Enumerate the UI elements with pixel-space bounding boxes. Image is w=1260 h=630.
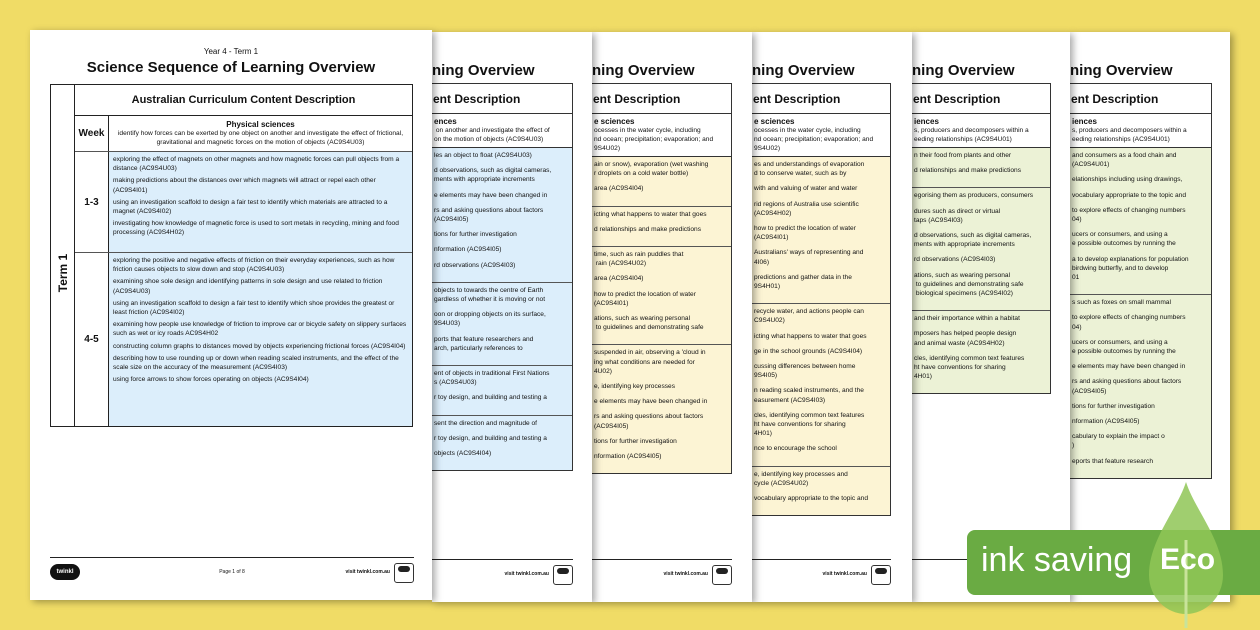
term-column [51, 85, 75, 426]
outcome-item: how to predict the location of water (AC9S4I01) [754, 225, 856, 242]
page-subtitle: Year 4 - Term 1 [203, 47, 259, 56]
outcome-item: rd observations (AC9S4I03) [914, 256, 996, 264]
outcome-item: to explore effects of changing numbers 04) [1072, 206, 1186, 224]
page-title: ning Overview [752, 62, 855, 79]
front-page [30, 30, 432, 600]
outcome-item: exploring the positive and negative effects of friction on their everyday experiences, such as how friction causes objects to slow down and stop (AC9S4U03) [113, 257, 395, 274]
outcome-item: objects (AC9S4I04) [434, 450, 492, 458]
outcome-item: ucers or consumers, and using a e possible outcomes by running the [1072, 231, 1176, 248]
subject-line: 9S4U02) [754, 145, 781, 152]
curriculum-table [752, 83, 891, 516]
table-row [752, 304, 890, 466]
outcome-item: describing how to use rounding up or down when reading scaled instruments, and the effect of the scale size on the accuracy of the measurement (AC9S4I03) [113, 354, 399, 372]
outcome-item: vocabulary appropriate to the topic and [754, 495, 868, 503]
outcome-item: and their importance within a habitat [914, 315, 1020, 323]
outcome-item: ucers or consumers, and using a e possible outcomes by running the [1072, 338, 1176, 356]
page-title: ning Overview [912, 62, 1015, 79]
ink-saving-label: ink saving [981, 541, 1133, 579]
subject-row [912, 114, 1050, 148]
term-label: Term 1 [55, 253, 70, 292]
outcome-item: tions for further investigation [1072, 402, 1155, 410]
outcome-item: oon or dropping objects on its surface, 9S4U03) [434, 311, 546, 328]
outcome-item: nformation (AC9S4I05) [594, 453, 662, 461]
outcome-item: les an object to float (AC9S4U03) [434, 152, 532, 159]
page-title: Science Sequence of Learning Overview [86, 59, 376, 76]
outcome-item: nformation (AC9S4I05) [1072, 418, 1140, 426]
outcome-item: cussing differences between home 9S4I05) [754, 363, 856, 380]
outcome-item: rd observations (AC9S4I03) [434, 261, 516, 269]
outcome-item: ations, such as wearing personal to guidelines and demonstrating safe [594, 315, 704, 332]
outcome-item: e elements may have been changed in [594, 398, 708, 406]
page-footer [592, 559, 732, 589]
table-row [1070, 295, 1211, 478]
outcome-item: mposers has helped people design and animal waste (AC9S4H02) [914, 330, 1017, 347]
subject-line: ocesses in the water cycle, including [594, 127, 701, 134]
outcome-item: eports that feature research [1072, 457, 1154, 465]
outcome-item: ations, such as wearing personal to guidelines and demonstrating safe biological specimens (AC9S4I02) [914, 271, 1024, 298]
page-footer [50, 557, 414, 587]
outcome-item: examining shoe sole design and identifying patterns in sole design and use related to friction (AC9S4U03) [113, 278, 383, 295]
outcome-item: time, such as rain puddles that rain (AC9S4U02) [594, 251, 684, 268]
table-row [432, 366, 572, 416]
outcome-item: area (AC9S4I04) [594, 275, 644, 283]
outcome-item: using an investigation scaffold to design a fair test to identify which shoe provides the greatest or least friction (AC9S4I02) [113, 299, 395, 317]
week-header: Week [75, 116, 109, 151]
subject-title: iences [914, 117, 939, 126]
table-row [592, 157, 731, 207]
outcome-item: n their food from plants and other [914, 152, 1012, 159]
table-header: ent Description [912, 84, 1050, 114]
outcome-item: elationships including using drawings, [1072, 176, 1183, 184]
subject-line: 9S4U02) [594, 145, 621, 152]
outcome-item: icting what happens to water that goes [754, 332, 867, 340]
page-footer [752, 559, 891, 589]
outcome-item: rs and asking questions about factors (AC9S4I05) [434, 206, 544, 224]
week-label: 4-5 [75, 253, 109, 426]
subject-title: iences [1072, 117, 1097, 126]
outcome-item: r toy design, and building and testing a [434, 394, 547, 402]
table-row [912, 311, 1050, 393]
subject-line: nd ocean; precipitation; evaporation; and [754, 136, 874, 143]
subject-line: nd ocean; precipitation; evaporation; and [594, 136, 714, 143]
outcome-item: ports that feature researchers and arch, particularly references to [434, 335, 534, 352]
quality-badge-icon [871, 565, 891, 585]
subject-title: Physical sciences [226, 120, 295, 129]
table-row [752, 467, 890, 516]
curriculum-table [912, 83, 1051, 394]
outcome-item: es and understandings of evaporation d to conserve water, such as by [754, 161, 865, 178]
outcome-item: recycle water, and actions people can C9S4U02) [754, 308, 864, 325]
table-header: ent Description [1070, 84, 1211, 114]
table-row [432, 148, 572, 283]
outcome-item: cles, identifying common text features ht have conventions for sharing 4H01) [914, 354, 1025, 381]
visit-link: visit twinkl.com.au [663, 571, 708, 577]
outcome-item: suspended in air, observing a 'cloud in ing what conditions are needed for 4U02) [594, 349, 706, 375]
outcome-item: ent of objects in traditional First Nations s (AC9S4U03) [434, 370, 550, 387]
page-title: ning Overview [432, 62, 535, 79]
outcome-item: nformation (AC9S4I05) [434, 246, 502, 254]
visit-link: visit twinkl.com.au [345, 569, 390, 575]
outcome-item: tions for further investigation [594, 437, 677, 445]
outcome-item: and consumers as a food chain and (AC9S4U01) [1072, 152, 1177, 169]
visit-link: visit twinkl.com.au [504, 571, 549, 577]
outcome-item: rid regions of Australia use scientific (AC9S4H02) [754, 200, 859, 217]
outcome-item: a to develop explanations for population birdwing butterfly, and to develop 01 [1072, 255, 1189, 282]
outcome-item: vocabulary appropriate to the topic and [1072, 191, 1186, 199]
table-row [1070, 148, 1211, 295]
subject-title: e sciences [754, 117, 795, 126]
table-row [75, 152, 412, 253]
table-row [592, 247, 731, 345]
outcome-item: examining how people use knowledge of friction to improve car or bicycle safety on slippery surfaces such as wet or icy roads AC9S4H02 [113, 321, 407, 338]
table-row [592, 207, 731, 247]
table-row [432, 283, 572, 366]
subject-line: on the motion of objects (AC9S4U03) [434, 136, 544, 143]
outcome-item: rs and asking questions about factors (AC9S4I05) [1072, 378, 1182, 395]
outcome-item: r toy design, and building and testing a [434, 434, 547, 442]
twinkl-logo: twinkl [50, 564, 80, 580]
subject-row [752, 114, 890, 157]
quality-badge-icon [712, 565, 732, 585]
outcome-item: d relationships and make predictions [914, 167, 1022, 175]
quality-badge-icon [553, 565, 573, 585]
outcome-item: nce to encourage the school [754, 445, 837, 453]
outcome-item: cabulary to explain the impact o ) [1072, 433, 1165, 450]
table-header: Australian Curriculum Content Description [75, 85, 412, 116]
outcome-item: to explore effects of changing numbers 04) [1072, 314, 1186, 331]
quality-badge-icon [394, 563, 414, 583]
subject-title: ences [434, 117, 457, 126]
outcome-item: using an investigation scaffold to design a fair test to identify which materials are attracted to a magnet (AC9S4I02) [113, 198, 388, 216]
outcome-item: predictions and gather data in the 9S4H01) [754, 273, 852, 291]
outcome-item: ain or snow), evaporation (wet washing r droplets on a cold water bottle) [594, 161, 709, 178]
outcome-item: investigating how knowledge of magnetic force is used to sort metals in recycling, mining and food processing (AC9S4H02) [113, 220, 399, 237]
back-page [432, 32, 592, 602]
outcome-item: Australians' ways of representing and 4I06) [754, 249, 864, 266]
visit-link: visit twinkl.com.au [822, 571, 867, 577]
outcome-item: d relationships and make predictions [594, 225, 702, 233]
back-page [752, 32, 912, 602]
subject-row [432, 114, 572, 148]
subject-line: s, producers and decomposers within a [1072, 127, 1187, 134]
curriculum-table [50, 84, 413, 427]
outcome-item: e, identifying key processes and cycle (AC9S4U02) [754, 470, 848, 487]
outcome-item: d observations, such as digital cameras, ments with appropriate increments [914, 232, 1032, 249]
table-row [592, 345, 731, 473]
outcome-item: sent the direction and magnitude of [434, 419, 538, 427]
subject-row [1070, 114, 1211, 148]
page-title: ning Overview [1070, 62, 1173, 79]
outcome-item: d observations, such as digital cameras, ments with appropriate increments [434, 167, 552, 184]
subject-line: on another and investigate the effect of [434, 127, 550, 134]
subject-line: ocesses in the water cycle, including [754, 127, 861, 134]
subject-title: e sciences [594, 117, 635, 126]
back-page [592, 32, 752, 602]
table-row [752, 157, 890, 304]
outcome-item: cles, identifying common text features ht have conventions for sharing 4H01) [754, 411, 865, 438]
subject-row [592, 114, 731, 157]
table-row [75, 253, 412, 426]
page-title: ning Overview [592, 62, 695, 79]
outcome-item: e elements may have been changed in [1072, 363, 1186, 371]
outcome-item: n reading scaled instruments, and the easurement (AC9S4I03) [754, 387, 864, 404]
curriculum-table [1070, 83, 1212, 479]
outcome-item: using force arrows to show forces operating on objects (AC9S4I04) [113, 376, 309, 384]
curriculum-table [432, 83, 573, 471]
table-header: ent Description [752, 84, 890, 114]
eco-label: Eco [1160, 543, 1216, 576]
outcome-item: exploring the effect of magnets on other magnets and how magnetic forces can pull objects from a distance (AC9S4U03) [113, 156, 400, 173]
week-label: 1-3 [75, 152, 109, 252]
outcome-item: with and valuing of water and water [754, 185, 858, 193]
outcome-item: how to predict the location of water (AC9S4I01) [594, 290, 696, 307]
curriculum-table [592, 83, 732, 474]
subject-line: eeding relationships (AC9S4U01) [1072, 136, 1170, 143]
table-row [912, 188, 1050, 311]
outcome-item: tions for further investigation [434, 231, 517, 239]
outcome-item: constructing column graphs to distances moved by objects experiencing frictional forces (AC9S4I04) [113, 342, 406, 350]
table-header: ent Description [592, 84, 731, 114]
outcome-item: egorising them as producers, consumers [914, 192, 1034, 200]
page-number: Page 1 of 8 [219, 569, 245, 575]
outcome-item: making predictions about the distances over which magnets will attract or repel each other (AC9S4I01) [113, 177, 376, 194]
outcome-item: icting what happens to water that goes [594, 210, 707, 218]
outcome-item: objects to towards the centre of Earth gardless of whether it is moving or not [434, 286, 546, 304]
outcome-item: ge in the school grounds (AC9S4I04) [754, 347, 863, 355]
outcome-item: area (AC9S4I04) [594, 185, 644, 193]
table-header: ent Description [432, 84, 572, 114]
outcome-item: dures such as direct or virtual taps (AC9S4I03) [914, 207, 1001, 224]
subject-row [75, 116, 412, 152]
subject-line: eeding relationships (AC9S4U01) [914, 136, 1012, 143]
table-row [432, 416, 572, 471]
subject-line: s, producers and decomposers within a [914, 127, 1029, 134]
table-row [912, 148, 1050, 188]
outcome-item: s such as foxes on small mammal [1072, 299, 1171, 307]
outcome-item: rs and asking questions about factors (AC9S4I05) [594, 413, 704, 430]
outcome-item: e elements may have been changed in [434, 191, 548, 199]
outcome-item: e, identifying key processes [594, 383, 675, 391]
back-page [912, 32, 1070, 602]
page-footer [432, 559, 573, 589]
subject-description: identify how forces can be exerted by one object on another and investigate the effect of frictional, gravitational and magnetic forces on the motion of objects (AC9S4U03) [117, 130, 404, 146]
